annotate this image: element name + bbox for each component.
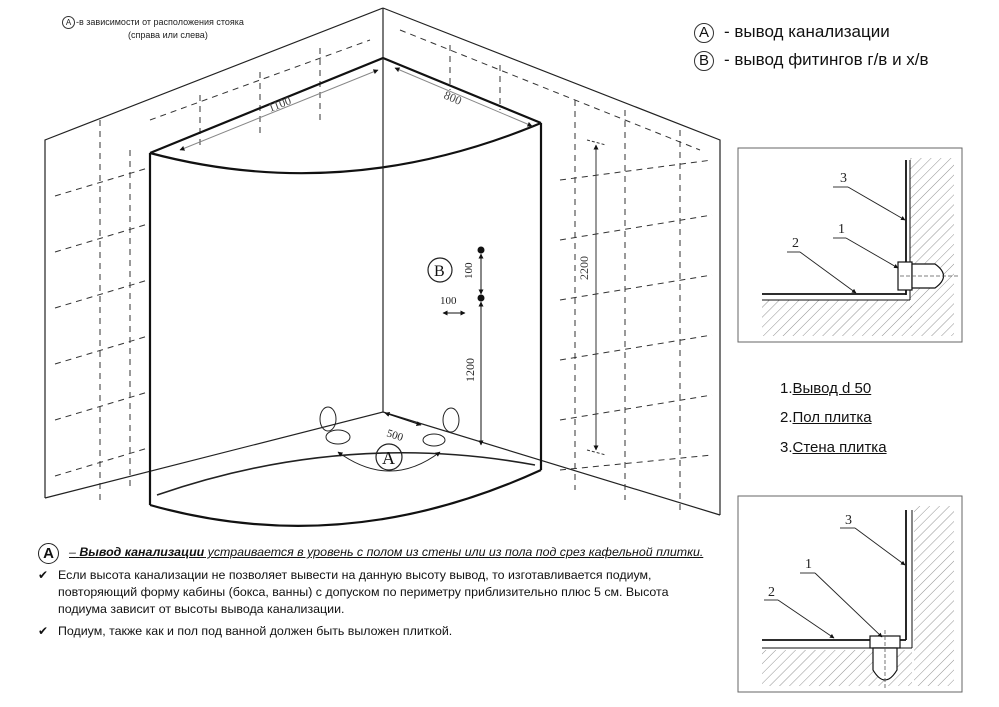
cabin-inner-lines (157, 58, 535, 495)
marker-b: B (434, 263, 445, 280)
detail2-callout-1: 1 (805, 557, 812, 572)
list-label-2: Пол плитка (792, 409, 872, 426)
legend-a-text: - вывод канализации (724, 22, 890, 41)
dim-2200 (587, 140, 606, 455)
dim-500-line (385, 413, 421, 425)
note-a-text (69, 543, 703, 561)
legend-b-marker: B (694, 51, 714, 71)
dim-500-label: 500 (385, 427, 405, 444)
note-a-rest: устраивается в уровень с полом из стены или из пола под срез кафельной плитки. (204, 545, 704, 559)
dim-100-v-label: 100 (463, 262, 475, 279)
check-icon: ✔ (38, 624, 49, 638)
dim-800-label: 800 (441, 87, 464, 108)
bullet-text-1: Если высота канализации не позволяет вывести на данную высоту вывод, то изготавливается подиум, повторяющий форму кабины (бокса, ванны) с допуском по периметру приблизительно плюс 5 см. Высота подиума зависит от высоты вывода канализации. (58, 568, 669, 616)
legend-b-text: - вывод фитингов г/в и х/в (724, 50, 929, 69)
dim-1200-label: 1200 (463, 358, 477, 382)
installation-notes (38, 543, 710, 640)
list-item-wall (780, 439, 887, 456)
outlet-b-top (478, 247, 485, 254)
list-item-outlet (780, 380, 871, 397)
detail2-callout-2: 2 (768, 585, 775, 600)
left-wall (45, 8, 383, 498)
detail1-callout-1: 1 (838, 222, 845, 237)
top-note-line2: (справа или слева) (128, 30, 208, 40)
list-label-1: Вывод d 50 (792, 380, 872, 397)
detail2-callout-3: 3 (845, 513, 852, 528)
note-a-bold: Вывод канализации (79, 545, 205, 559)
dim-2200-label: 2200 (577, 256, 591, 280)
marker-a-small: A (62, 16, 75, 29)
left-wall-tiles (55, 40, 370, 500)
outlet-b-bottom (478, 295, 485, 302)
dim-800-line (395, 68, 532, 126)
bullet-podium (38, 567, 710, 618)
check-icon: ✔ (38, 568, 49, 582)
dim-100-h-label: 100 (440, 295, 457, 307)
detail-wall-outlet (738, 148, 962, 342)
note-a (38, 543, 710, 564)
dim-1100-label: 1100 (266, 93, 294, 115)
legend-a-marker: A (694, 23, 714, 43)
bullet-tile (38, 623, 710, 640)
list-num-2: 2. (780, 409, 793, 426)
list-num-1: 1. (780, 380, 793, 397)
bullet-text-2: Подиум, также как и пол под ванной должен быть выложен плиткой. (58, 624, 453, 638)
list-item-floor (780, 409, 872, 426)
list-label-3: Стена плитка (792, 439, 887, 456)
note-a-dash: – (69, 545, 76, 559)
top-note-line1: -в зависимости от расположения стояка (76, 17, 244, 27)
list-num-3: 3. (780, 439, 793, 456)
detail1-callout-2: 2 (792, 236, 799, 251)
detail1-callout-3: 3 (840, 171, 847, 186)
note-a-marker: A (38, 543, 59, 564)
detail-floor-outlet (738, 496, 962, 692)
marker-a: A (382, 448, 395, 468)
